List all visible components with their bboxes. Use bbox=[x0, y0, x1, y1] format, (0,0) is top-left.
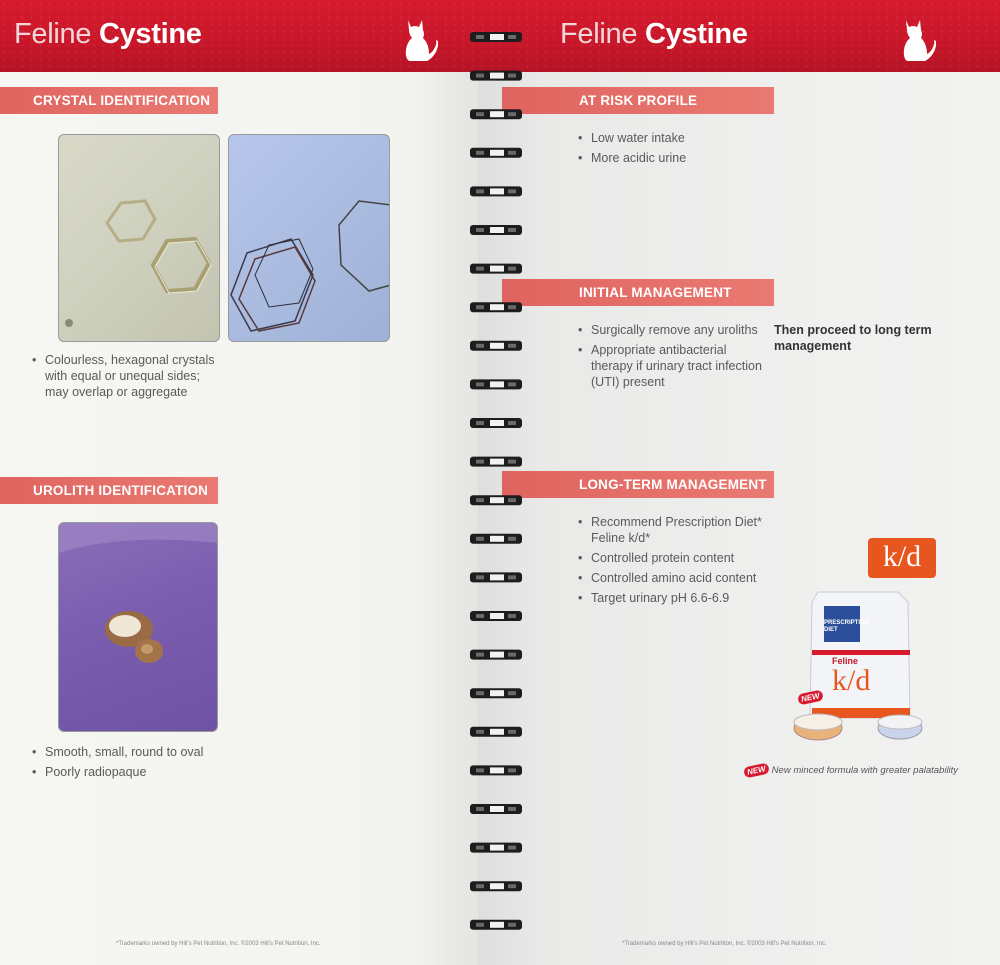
kd-badge: k/d bbox=[868, 538, 936, 578]
spiral-coil bbox=[470, 572, 522, 582]
product-line: Feline bbox=[832, 656, 859, 666]
initial-bullet-list bbox=[578, 322, 768, 394]
new-tag: NEW bbox=[797, 690, 823, 706]
spiral-coil bbox=[470, 688, 522, 698]
page-header bbox=[0, 0, 478, 72]
spiral-coil bbox=[470, 109, 522, 119]
right-page bbox=[478, 0, 1000, 965]
list-item: • Recommend Prescription Diet* Feline k/d* bbox=[578, 514, 778, 546]
crystal-micrograph-blue bbox=[228, 134, 390, 342]
spiral-coil bbox=[470, 765, 522, 775]
crystal-micrograph-light bbox=[58, 134, 220, 342]
page-header bbox=[478, 0, 1000, 72]
spiral-coil bbox=[470, 457, 522, 467]
spiral-coil bbox=[470, 302, 522, 312]
at-risk-profile-tab: AT RISK PROFILE bbox=[502, 87, 774, 114]
spiral-coil bbox=[470, 379, 522, 389]
spiral-coil bbox=[470, 71, 522, 81]
cat-silhouette-icon bbox=[398, 14, 438, 64]
trademark-footer: *Trademarks owned by Hill's Pet Nutrition, Inc. ©2003 Hill's Pet Nutrition, Inc. bbox=[116, 941, 321, 947]
spiral-coil bbox=[470, 225, 522, 235]
spiral-coil bbox=[470, 727, 522, 737]
list-item: • Controlled protein content bbox=[578, 550, 778, 566]
product-brand: PRESCRIPTION DIET bbox=[824, 620, 870, 633]
page-title: Feline Cystine bbox=[560, 18, 748, 50]
list-item: • Poorly radiopaque bbox=[32, 764, 252, 780]
cat-silhouette-icon bbox=[896, 14, 936, 64]
left-page bbox=[0, 0, 478, 965]
spiral-coil bbox=[470, 264, 522, 274]
spiral-coil bbox=[470, 804, 522, 814]
initial-management-tab: INITIAL MANAGEMENT bbox=[502, 279, 774, 306]
list-item: • Surgically remove any uroliths bbox=[578, 322, 768, 338]
trademark-footer: *Trademarks owned by Hill's Pet Nutrition, Inc. ©2003 Hill's Pet Nutrition, Inc. bbox=[622, 941, 827, 947]
new-tag: NEW bbox=[743, 763, 769, 779]
list-item: • Controlled amino acid content bbox=[578, 570, 778, 586]
spiral-coil bbox=[470, 843, 522, 853]
longterm-bullet-list bbox=[578, 514, 778, 610]
spiral-coil bbox=[470, 920, 522, 930]
risk-bullet-list bbox=[578, 130, 778, 170]
crystal-bullet-list bbox=[32, 352, 222, 404]
spiral-coil bbox=[470, 341, 522, 351]
urolith-bullet-list bbox=[32, 744, 252, 784]
proceed-note: Then proceed to long term management bbox=[774, 323, 932, 353]
spiral-coil bbox=[470, 186, 522, 196]
spiral-coil bbox=[470, 881, 522, 891]
product-name: k/d bbox=[832, 664, 871, 697]
new-formula-note: NEW New minced formula with greater palatability bbox=[744, 765, 958, 776]
list-item: • Low water intake bbox=[578, 130, 778, 146]
page-title: Feline Cystine bbox=[14, 18, 202, 50]
long-term-management-tab: LONG-TERM MANAGEMENT bbox=[502, 471, 774, 498]
urolith-identification-tab: UROLITH IDENTIFICATION bbox=[0, 477, 218, 504]
spiral-binding bbox=[466, 24, 530, 954]
list-item: • Smooth, small, round to oval bbox=[32, 744, 252, 760]
list-item: • Target urinary pH 6.6-6.9 bbox=[578, 590, 778, 606]
spiral-coil bbox=[470, 495, 522, 505]
spiral-coil bbox=[470, 148, 522, 158]
spiral-coil bbox=[470, 32, 522, 42]
spiral-coil bbox=[470, 418, 522, 428]
list-item: • Appropriate antibacterial therapy if urinary tract infection (UTI) present bbox=[578, 342, 768, 390]
spiral-coil bbox=[470, 534, 522, 544]
urolith-photo bbox=[58, 522, 218, 732]
spiral-coil bbox=[470, 650, 522, 660]
product-image bbox=[788, 588, 928, 748]
spiral-coil bbox=[470, 611, 522, 621]
crystal-identification-tab: CRYSTAL IDENTIFICATION bbox=[0, 87, 218, 114]
list-item: • More acidic urine bbox=[578, 150, 778, 166]
list-item: • Colourless, hexagonal crystals with equal or unequal sides; may overlap or aggregate bbox=[32, 352, 222, 400]
